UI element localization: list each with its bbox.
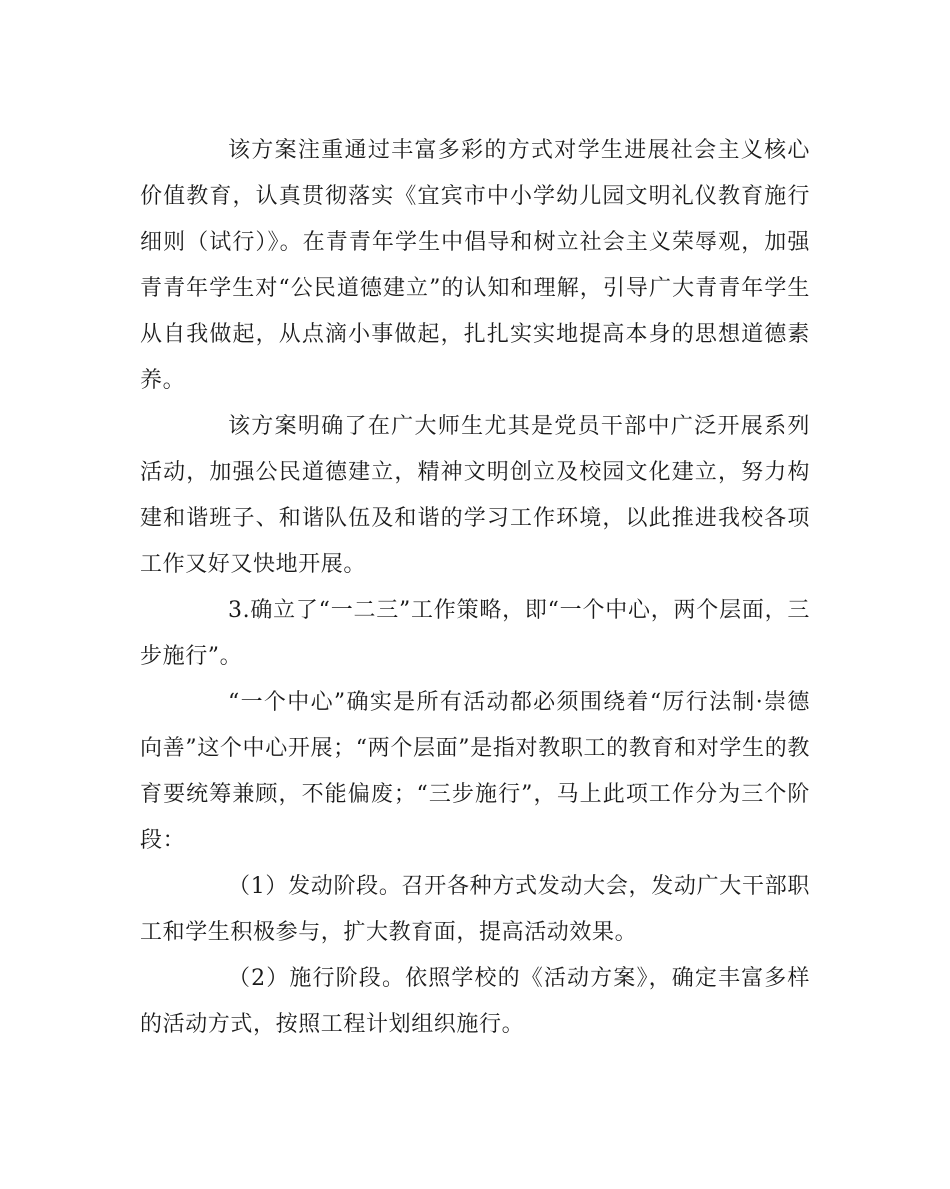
paragraph-work-strategy: 3.确立了“一二三”工作策略，即“一个中心，两个层面，三步施行”。 [140,598,810,669]
paragraph-core-values: 该方案注重通过丰富多彩的方式对学生进展社会主义核心价值教育，认真贯彻落实《宜宾市中小学幼儿园文明礼仪教育施行细则（试行）》。在青青年学生中倡导和树立社会主义荣辱观，加强青青年学生对“公民道德建立”的认知和理解，引导广大青青年学生从自我做起，从点滴小事做起，扎扎实实地提高本身的思想道德素养。 [140,138,810,393]
document-body [140,128,810,1048]
paragraph-strategy-explanation: “一个中心”确实是所有活动都必须围绕着“厉行法制·崇德向善”这个中心开展；“两个层面”是指对教职工的教育和对学生的教育要统筹兼顾，不能偏废；“三步施行”，马上此项工作分为三个阶段： [140,690,810,853]
paragraph-stage-implementation: （2）施行阶段。依照学校的《活动方案》，确定丰富多样的活动方式，按照工程计划组织施行。 [140,966,810,1037]
paragraph-stage-mobilization: （1）发动阶段。召开各种方式发动大会，发动广大干部职工和学生积极参与，扩大教育面，提高活动效果。 [140,874,810,945]
paragraph-teacher-activities: 该方案明确了在广大师生尤其是党员干部中广泛开展系列活动，加强公民道德建立，精神文明创立及校园文化建立，努力构建和谐班子、和谐队伍及和谐的学习工作环境，以此推进我校各项工作又好又快地开展。 [140,414,810,577]
